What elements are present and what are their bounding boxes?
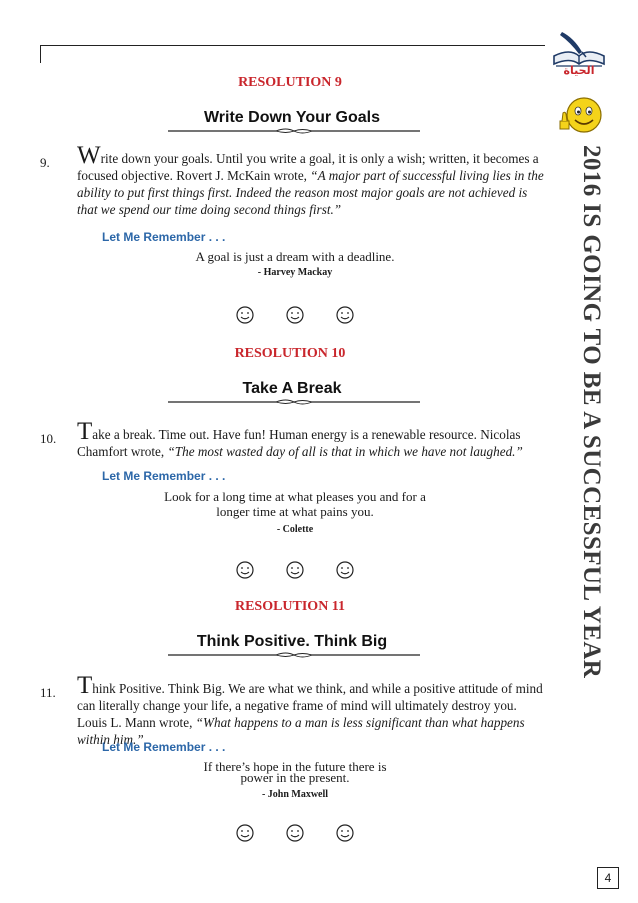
title-ornament-rule — [168, 398, 420, 406]
header-rule — [40, 45, 545, 46]
smiley-icon — [285, 560, 305, 580]
smiley-row — [235, 560, 355, 582]
paragraph-quote: “The most wasted day of all is that in which we have not laughed.” — [167, 444, 523, 459]
logo-text: الحياة — [563, 64, 595, 77]
paragraph-text: hink Positive. Think Big. We are what we think, and while a positive attitude of mind can literally change your life, a negative frame of mind will ultimately destroy you. Louis L. Mann wrote, — [77, 681, 543, 730]
resolution-label: RESOLUTION 11 — [234, 599, 346, 614]
quote-author: - Harvey Mackay — [257, 267, 333, 278]
let-me-remember-label: Let Me Remember . . . — [102, 230, 226, 244]
smiley-icon — [335, 560, 355, 580]
smiley-icon — [235, 560, 255, 580]
resolution-title: Take A Break — [242, 380, 342, 397]
quote-line: power in the present. — [240, 770, 350, 785]
let-me-remember-label: Let Me Remember . . . — [102, 740, 226, 754]
page-number: 4 — [597, 867, 619, 889]
resolution-paragraph — [77, 672, 545, 748]
smiley-icon — [285, 823, 305, 843]
paragraph-quote: “A major part of successful living lies in the ability to put first things first. Indeed the reason most major goals are not achieved is that we spend our time doing second things first.” — [77, 168, 544, 217]
smiley-row — [235, 305, 355, 327]
dropcap: W — [77, 142, 101, 169]
dropcap: T — [77, 672, 93, 699]
quote-line: Look for a long time at what pleases you and for a — [164, 489, 426, 504]
resolution-number: 10. — [40, 431, 57, 446]
smiley-icon — [335, 823, 355, 843]
smiley-icon — [235, 305, 255, 325]
smiley-icon — [335, 305, 355, 325]
dropcap: T — [77, 418, 93, 445]
smiley-row — [235, 823, 355, 845]
title-ornament-rule — [168, 651, 420, 659]
resolution-paragraph — [77, 142, 545, 218]
resolution-paragraph — [77, 418, 545, 460]
quote-line: longer time at what pains you. — [216, 504, 374, 519]
resolution-title: Write Down Your Goals — [203, 109, 381, 126]
title-ornament-rule — [168, 127, 420, 135]
resolution-number: 11. — [40, 685, 56, 700]
resolution-label: RESOLUTION 10 — [234, 346, 346, 361]
let-me-remember-label: Let Me Remember . . . — [102, 469, 226, 483]
resolution-title: Think Positive. Think Big — [196, 633, 388, 650]
paragraph-text: ake a break. Time out. Have fun! Human energy is a renewable resource. Nicolas Chamfort wrote, — [77, 427, 521, 459]
side-title: 2016 IS GOING TO BE A SUCCESSFUL YEAR — [578, 145, 605, 679]
quote-author: - Colette — [276, 524, 314, 535]
resolution-label: RESOLUTION 9 — [238, 75, 342, 90]
smiley-icon — [235, 823, 255, 843]
smiley-icon — [285, 305, 305, 325]
paragraph-quote: “What happens to a man is less significant than what happens within him.” — [77, 715, 525, 747]
resolution-number: 9. — [40, 155, 50, 170]
paragraph-text: rite down your goals. Until you write a goal, it is only a wish; written, it becomes a focused objective. Rovert J. McKain wrote, — [77, 151, 539, 183]
quote-line: If there’s hope in the future there is — [203, 759, 387, 774]
quote-line: A goal is just a dream with a deadline. — [195, 249, 395, 264]
quote-author: - John Maxwell — [261, 789, 329, 800]
header-rule-corner — [40, 45, 41, 63]
